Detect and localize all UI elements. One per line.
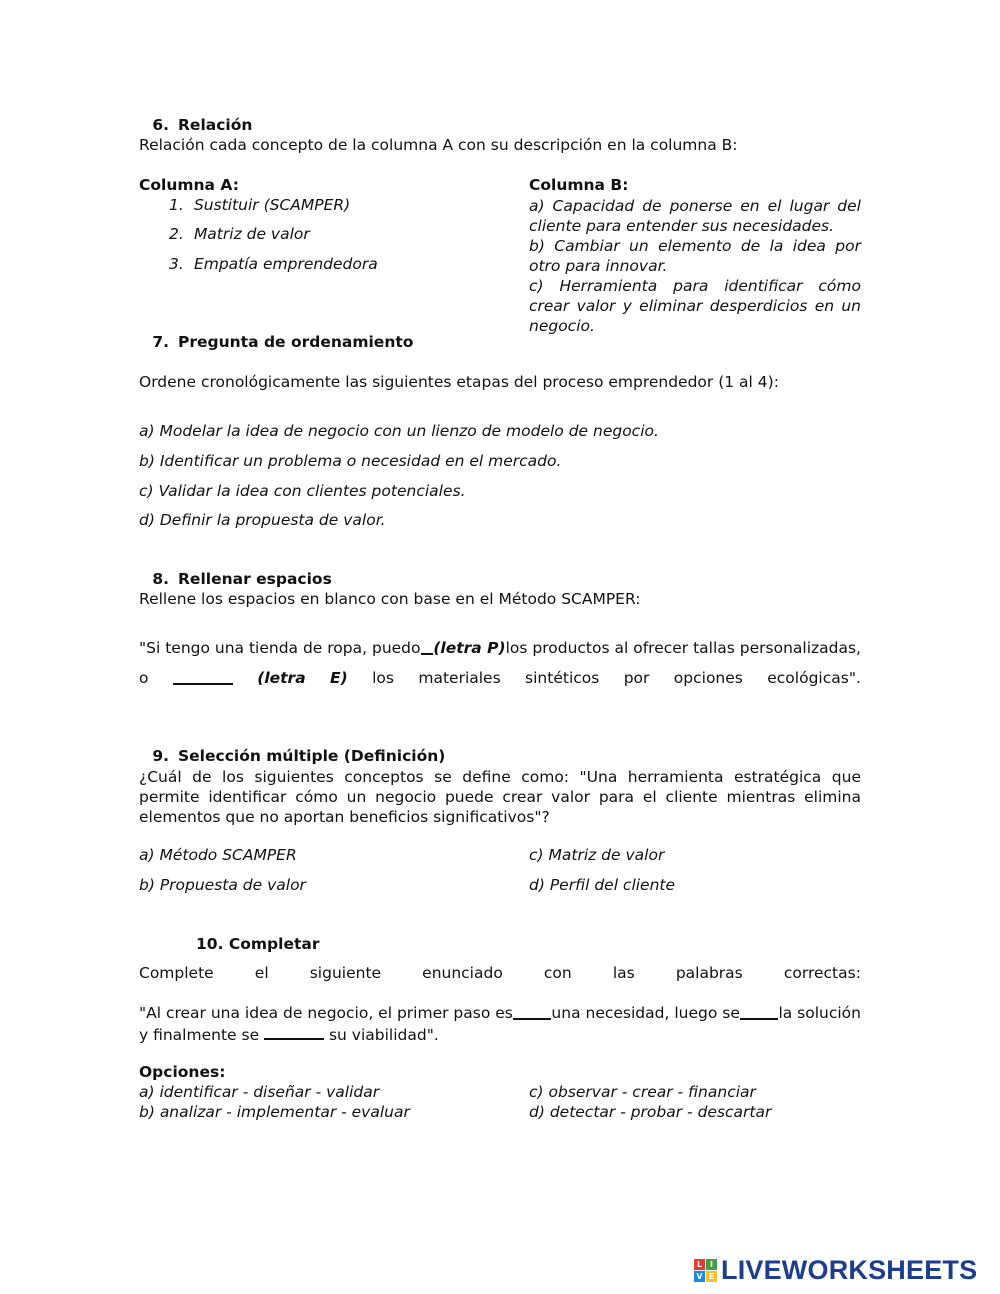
q8-word: por [623, 669, 650, 687]
q9-option-c[interactable]: c) Matriz de valor [529, 846, 665, 864]
q6-colB-item: b) Cambiar un elemento de la idea por otro para innovar. [529, 237, 861, 275]
q6-colB-item: a) Capacidad de ponerse en el lugar del cliente para entender sus necesidades. [529, 197, 861, 235]
q9-title-text: Selección múltiple (Definición) [178, 747, 446, 765]
q10-sentence-line-1: "Al crear una idea de negocio, el primer paso es una necesidad, luego se la solución [139, 1004, 861, 1022]
q8-title [139, 570, 332, 588]
q7-title [139, 333, 413, 351]
q8-text: "Si tengo una tienda de ropa, puedo [139, 639, 421, 657]
q8-hint-word: E) [330, 669, 348, 687]
q10-blank-1[interactable] [513, 1004, 552, 1020]
q8-instruction: Rellene los espacios en blanco con base en el Método SCAMPER: [139, 590, 641, 608]
q10-option-b[interactable]: b) analizar - implementar - evaluar [139, 1103, 410, 1121]
q6-title-text: Relación [178, 116, 253, 134]
q8-number: 8. [152, 570, 169, 588]
q6-number: 6. [152, 116, 169, 134]
q10-instruction: Complete el siguiente enunciado con las palabras correctas: [139, 964, 861, 982]
q7-item: b) Identificar un problema o necesidad en el mercado. [139, 452, 562, 470]
q7-item: d) Definir la propuesta de valor. [139, 511, 386, 529]
q8-blank-1[interactable] [421, 639, 434, 655]
q10-blank-3[interactable] [264, 1024, 324, 1040]
q8-sentence-line-2 [139, 669, 861, 687]
q10-sentence-line-2: y finalmente se su viabilidad". [139, 1026, 439, 1044]
liveworksheets-logo [694, 1256, 977, 1284]
q9-title [139, 747, 445, 765]
q10-title-text: Completar [228, 935, 320, 953]
q6-colA-item: 1. Sustituir (SCAMPER) [169, 196, 351, 214]
q8-blank-2[interactable] [173, 669, 233, 685]
liveworksheets-logo-text: LIVEWORKSHEETS [721, 1254, 978, 1285]
q10-option-c[interactable]: c) observar - crear - financiar [529, 1083, 756, 1101]
q9-option-a[interactable]: a) Método SCAMPER [139, 846, 297, 864]
q8-word: materiales [418, 669, 501, 687]
q9-option-d[interactable]: d) Perfil del cliente [529, 876, 676, 894]
q9-option-b[interactable]: b) Propuesta de valor [139, 876, 306, 894]
q8-word: ecológicas". [767, 669, 861, 687]
q9-number: 9. [152, 747, 169, 765]
q8-word: los [372, 669, 394, 687]
q8-word: opciones [673, 669, 743, 687]
q6-column-b-list [529, 196, 861, 336]
q10-options-header: Opciones: [139, 1063, 226, 1081]
q8-word: sintéticos [525, 669, 600, 687]
q10-blank-2[interactable] [740, 1004, 779, 1020]
q7-item: a) Modelar la idea de negocio con un lienzo de modelo de negocio. [139, 422, 659, 440]
q8-hint: (letra P) [433, 639, 506, 657]
q6-title [139, 116, 252, 134]
q6-colA-item: 2. Matriz de valor [169, 225, 310, 243]
q7-instruction: Ordene cronológicamente las siguientes etapas del proceso emprendedor (1 al 4): [139, 373, 779, 391]
q7-number: 7. [152, 333, 169, 351]
q9-question: ¿Cuál de los siguientes conceptos se define como: "Una herramienta estratégica que permite identificar cómo un negocio puede crear valor para el cliente mientras elimina elementos que no aportan beneficios significativos"? [139, 768, 861, 826]
q10-number: 10. [196, 935, 224, 953]
q7-item: c) Validar la idea con clientes potenciales. [139, 482, 466, 500]
q6-colA-header: Columna A: [139, 176, 239, 194]
q8-hint-word: (letra [257, 669, 306, 687]
q8-title-text: Rellenar espacios [178, 570, 332, 588]
q8-word: o [139, 669, 149, 687]
q7-title-text: Pregunta de ordenamiento [178, 333, 414, 351]
q6-instruction: Relación cada concepto de la columna A con su descripción en la columna B: [139, 136, 738, 154]
q10-option-d[interactable]: d) detectar - probar - descartar [529, 1103, 772, 1121]
q6-colB-header: Columna B: [529, 176, 629, 194]
liveworksheets-logo-icon: L I V E [694, 1259, 717, 1282]
q10-option-a[interactable]: a) identificar - diseñar - validar [139, 1083, 380, 1101]
q8-sentence-line-1 [139, 639, 861, 657]
q6-colA-item: 3. Empatía emprendedora [169, 255, 378, 273]
q6-colB-item: c) Herramienta para identificar cómo crear valor y eliminar desperdicios en un negocio. [529, 277, 861, 335]
q8-text: los productos al ofrecer tallas personalizadas, [505, 639, 861, 657]
q10-title [196, 935, 319, 953]
